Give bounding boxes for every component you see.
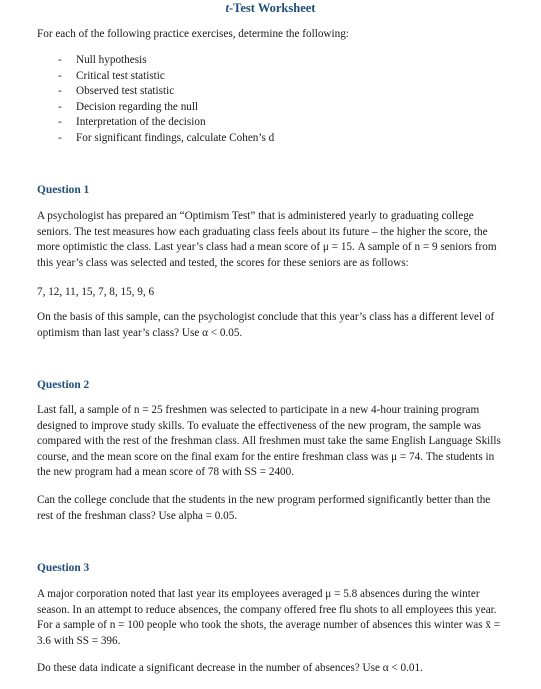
bullet-dash: - (58, 116, 62, 129)
list-item (58, 84, 274, 100)
list-item-text: Critical test statistic (76, 69, 165, 82)
question-2-scenario: Last fall, a sample of n = 25 freshmen was selected to participate in a new 4-hour training program designed to improve study skills. To evaluate the effectiveness of the new program, the sample was compared with the rest of the freshman class. All freshmen must take the same English Language Skills course, and the mean score on the final exam for the entire freshman class was μ = 74. The students in the new program had a mean score of 78 with SS = 2400. (37, 404, 501, 479)
list-item-text: For significant findings, calculate Cohen’s d (76, 131, 275, 144)
bullet-dash: - (58, 131, 62, 144)
list-item (58, 69, 274, 85)
list-item-text: Interpretation of the decision (76, 116, 206, 129)
bullet-dash: - (58, 69, 62, 82)
question-1-scores: 7, 12, 11, 15, 7, 8, 15, 9, 6 (37, 286, 155, 298)
bullet-dash: - (58, 54, 62, 66)
bullet-dash: - (58, 100, 62, 113)
question-1-heading: Question 1 (37, 184, 90, 196)
title-text: -Test Worksheet (229, 1, 316, 15)
list-item-text: Decision regarding the null (76, 100, 199, 113)
question-1-scenario: A psychologist has prepared an “Optimism Test” that is administered yearly to graduating college seniors. The test measures how each graduating class feels about its future – the higher the score, the more optimistic the class. Last year’s class had a mean score of μ = 15. A sample of n = 9 seniors from this year’s class was selected and tested, the scores for these seniors are as follows: (37, 210, 497, 269)
list-item (58, 100, 274, 116)
list-item (58, 131, 274, 147)
title-t-variable: t (225, 1, 229, 15)
list-item (58, 115, 274, 131)
page-title (0, 0, 541, 16)
requirements-list (58, 53, 274, 147)
question-3-scenario: A major corporation noted that last year its employees averaged μ = 5.8 absences during the winter season. In an attempt to reduce absences, the company offered free flu shots to all employees this year. For a sample of n = 100 people who took the shots, the average number of absences this winter was x̄ = 3.6 with SS = 396. (37, 588, 501, 647)
question-3-prompt: Do these data indicate a significant decrease in the number of absences? Use α < 0.01. (37, 662, 423, 674)
bullet-dash: - (58, 85, 62, 98)
list-item-text: Observed test statistic (76, 85, 175, 98)
question-3-heading: Question 3 (37, 562, 90, 574)
question-2-prompt: Can the college conclude that the students in the new program performed significantly better than the rest of the freshman class? Use alpha = 0.05. (37, 494, 491, 522)
instructions-text: For each of the following practice exercises, determine the following: (37, 28, 349, 40)
question-2-heading: Question 2 (37, 379, 90, 391)
list-item (58, 53, 274, 69)
list-item-text: Null hypothesis (76, 54, 147, 66)
question-1-prompt: On the basis of this sample, can the psychologist conclude that this year’s class has a different level of optimism than last year’s class? Use α < 0.05. (37, 311, 495, 339)
